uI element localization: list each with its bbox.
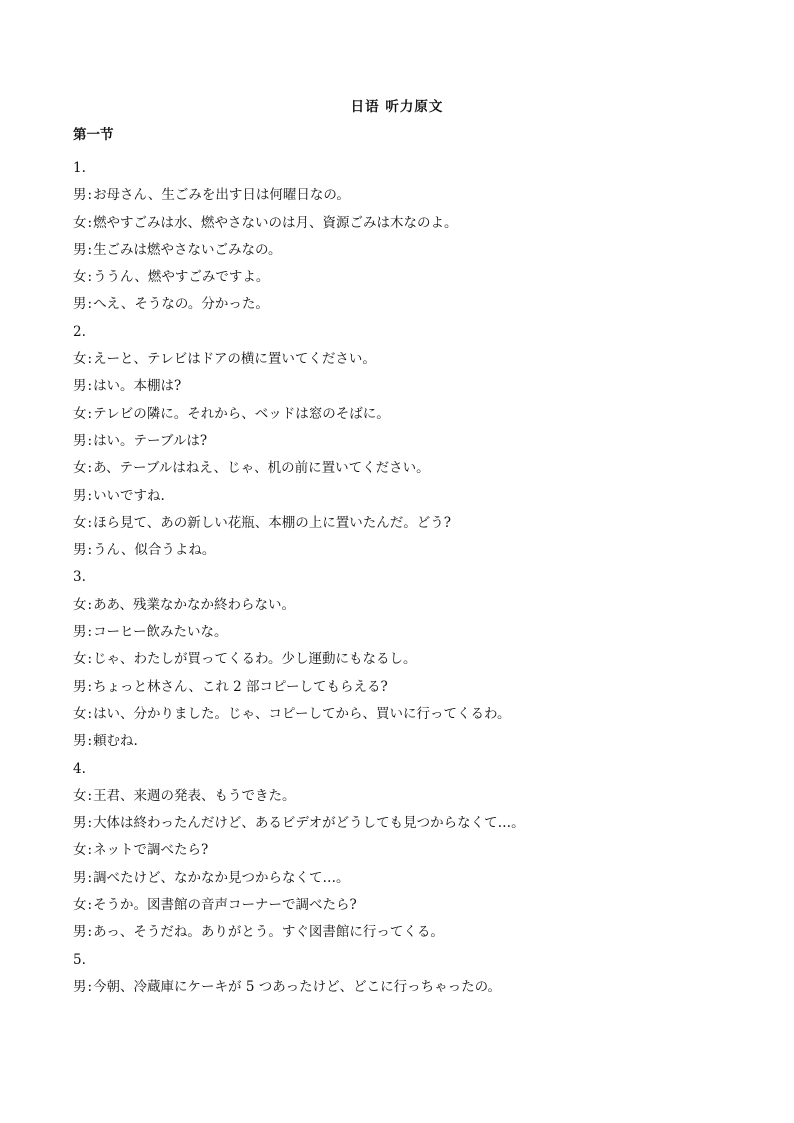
speaker-separator: : <box>87 214 93 231</box>
utterance-text: 大体は終わったんだけど、あるビデオがどうしても見つからなくて…。 <box>93 815 525 832</box>
utterance-text: コーヒー飲みたいな。 <box>93 624 228 641</box>
speaker-separator: : <box>87 815 93 832</box>
dialogue-line <box>73 592 733 619</box>
dialogue-line <box>73 237 733 264</box>
utterance-text: へえ、そうなの。分かった。 <box>93 296 269 313</box>
speaker-label: 男 <box>73 296 87 313</box>
speaker-separator: : <box>87 842 93 859</box>
speaker-label: 男 <box>73 624 87 641</box>
speaker-separator: : <box>87 624 93 641</box>
dialogue-line <box>73 974 733 1001</box>
dialogue-line <box>73 537 733 564</box>
speaker-label: 男 <box>73 187 87 204</box>
dialogue-line <box>73 291 733 318</box>
speaker-label: 女 <box>73 651 87 668</box>
speaker-label: 女 <box>73 351 87 368</box>
speaker-separator: : <box>87 351 93 368</box>
dialogue-line <box>73 674 733 701</box>
question-number: 4. <box>73 760 86 777</box>
dialogue-line <box>73 919 733 946</box>
utterance-text: ああ、残業なかなか終わらない。 <box>93 596 296 613</box>
speaker-separator: : <box>87 924 93 941</box>
question-number: 3. <box>73 569 86 586</box>
speaker-separator: : <box>87 187 93 204</box>
utterance-text: はい。本棚は? <box>93 378 182 395</box>
speaker-label: 男 <box>73 378 87 395</box>
speaker-label: 男 <box>73 733 87 750</box>
utterance-text: ほら見て、あの新しい花瓶、本棚の上に置いたんだ。どう? <box>93 514 452 531</box>
speaker-label: 女 <box>73 269 87 286</box>
utterance-text: 頼むね. <box>93 733 138 750</box>
dialogue-line <box>73 892 733 919</box>
utterance-text: 調べたけど、なかなか見つからなくて…。 <box>93 869 350 886</box>
speaker-label: 男 <box>73 542 87 559</box>
speaker-label: 男 <box>73 978 87 995</box>
utterance-text: はい、分かりました。じゃ、コピーしてから、買いに行ってくるわ。 <box>93 705 511 722</box>
speaker-label: 女 <box>73 214 87 231</box>
speaker-separator: : <box>87 296 93 313</box>
speaker-label: 男 <box>73 815 87 832</box>
speaker-separator: : <box>87 241 93 258</box>
speaker-label: 男 <box>73 432 87 449</box>
speaker-separator: : <box>87 705 93 722</box>
utterance-text: 生ごみは燃やさないごみなの。 <box>93 241 282 258</box>
dialogue-line <box>73 510 733 537</box>
dialogue-line <box>73 182 733 209</box>
speaker-label: 女 <box>73 460 87 477</box>
utterance-text: 今朝、冷蔵庫にケーキが 5 つあったけど、どこに行っちゃったの。 <box>93 978 502 995</box>
speaker-label: 女 <box>73 842 87 859</box>
utterance-text: 王君、来週の発表、もうできた。 <box>93 787 296 804</box>
speaker-separator: : <box>87 542 93 559</box>
dialogue-line <box>73 210 733 237</box>
utterance-text: ううん、燃やすごみですよ。 <box>93 269 270 286</box>
utterance-text: 燃やすごみは水、燃やさないのは月、資源ごみは木なのよ。 <box>93 214 458 231</box>
dialogue-line <box>73 837 733 864</box>
speaker-label: 男 <box>73 869 87 886</box>
speaker-separator: : <box>87 378 93 395</box>
speaker-separator: : <box>87 678 93 695</box>
dialogue-line <box>73 701 733 728</box>
utterance-text: お母さん、生ごみを出す日は何曜日なの。 <box>93 187 350 204</box>
utterance-text: うん、似合うよね。 <box>93 542 216 559</box>
speaker-separator: : <box>87 487 93 504</box>
dialogue-line <box>73 346 733 373</box>
dialogue-line <box>73 428 733 455</box>
speaker-separator: : <box>87 733 93 750</box>
dialogue-line <box>73 264 733 291</box>
utterance-text: ネットで調べたら? <box>93 842 209 859</box>
question-number: 1. <box>73 160 86 176</box>
utterance-text: じゃ、わたしが買ってくるわ。少し運動にもなるし。 <box>93 651 417 668</box>
speaker-separator: : <box>87 651 93 668</box>
utterance-text: はい。テーブルは? <box>93 432 208 449</box>
dialogue-line <box>73 455 733 482</box>
dialogue-line <box>73 783 733 810</box>
dialogue-line <box>73 865 733 892</box>
utterance-text: いいですね. <box>93 487 165 504</box>
dialogue-line <box>73 646 733 673</box>
speaker-label: 男 <box>73 678 87 695</box>
question-number: 2. <box>73 323 86 340</box>
speaker-separator: : <box>87 869 93 886</box>
speaker-label: 女 <box>73 405 87 422</box>
speaker-separator: : <box>87 787 93 804</box>
speaker-label: 女 <box>73 514 87 531</box>
dialogue-line <box>73 728 733 755</box>
utterance-text: そうか。図書館の音声コーナーで調べたら? <box>93 897 357 914</box>
speaker-separator: : <box>87 596 93 613</box>
dialogue-line <box>73 401 733 428</box>
speaker-label: 男 <box>73 487 87 504</box>
speaker-separator: : <box>87 978 93 995</box>
dialogue-line <box>73 373 733 400</box>
transcript-lines <box>73 155 733 1001</box>
speaker-separator: : <box>87 405 93 422</box>
speaker-label: 女 <box>73 705 87 722</box>
speaker-separator: : <box>87 432 93 449</box>
section-heading: 第一节 <box>73 127 114 143</box>
speaker-label: 女 <box>73 897 87 914</box>
speaker-separator: : <box>87 514 93 531</box>
dialogue-line <box>73 483 733 510</box>
document-title: 日语 听力原文 <box>350 99 444 115</box>
speaker-label: 女 <box>73 787 87 804</box>
speaker-label: 男 <box>73 241 87 258</box>
utterance-text: ちょっと林さん、これ 2 部コピーしてもらえる? <box>93 678 388 695</box>
dialogue-line <box>73 810 733 837</box>
speaker-label: 女 <box>73 596 87 613</box>
speaker-label: 男 <box>73 924 87 941</box>
speaker-separator: : <box>87 897 93 914</box>
utterance-text: えーと、テレビはドアの横に置いてください。 <box>93 351 376 368</box>
dialogue-line <box>73 619 733 646</box>
utterance-text: テレビの隣に。それから、ベッドは窓のそばに。 <box>93 405 390 422</box>
question-number: 5. <box>73 951 86 968</box>
speaker-separator: : <box>87 460 93 477</box>
utterance-text: あ、テーブルはねえ、じゃ、机の前に置いてください。 <box>93 460 430 477</box>
speaker-separator: : <box>87 269 93 286</box>
utterance-text: あっ、そうだね。ありがとう。すぐ図書館に行ってくる。 <box>93 924 444 941</box>
